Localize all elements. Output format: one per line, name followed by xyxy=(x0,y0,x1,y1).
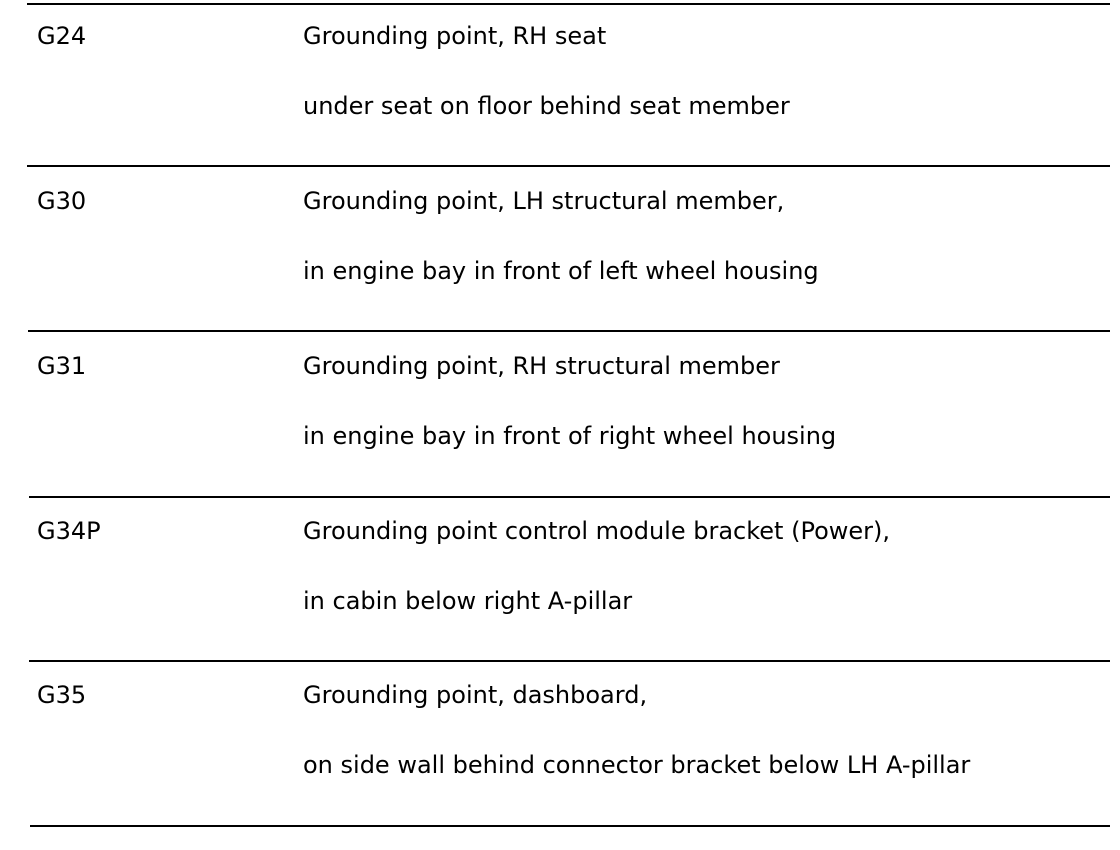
ground-description: Grounding point, RH seat xyxy=(303,22,607,50)
ground-location: under seat on floor behind seat member xyxy=(303,92,790,120)
table-row xyxy=(0,498,1120,662)
ground-code: G35 xyxy=(37,681,87,709)
ground-code: G34P xyxy=(37,517,101,545)
table-row xyxy=(0,168,1120,332)
table-row xyxy=(0,3,1120,167)
ground-description: Grounding point, dashboard, xyxy=(303,681,648,709)
row-divider xyxy=(28,330,1110,332)
ground-code: G24 xyxy=(37,22,87,50)
ground-description: Grounding point control module bracket (Power), xyxy=(303,517,891,545)
table-row xyxy=(0,662,1120,826)
ground-description: Grounding point, LH structural member, xyxy=(303,187,785,215)
table-row xyxy=(0,333,1120,497)
ground-location: on side wall behind connector bracket below LH A-pillar xyxy=(303,751,971,779)
ground-code: G30 xyxy=(37,187,87,215)
ground-location: in engine bay in front of left wheel housing xyxy=(303,257,819,285)
ground-location: in engine bay in front of right wheel housing xyxy=(303,422,837,450)
ground-description: Grounding point, RH structural member xyxy=(303,352,780,380)
row-divider xyxy=(27,165,1110,167)
ground-location: in cabin below right A-pillar xyxy=(303,587,633,615)
ground-code: G31 xyxy=(37,352,87,380)
row-divider xyxy=(30,825,1110,827)
